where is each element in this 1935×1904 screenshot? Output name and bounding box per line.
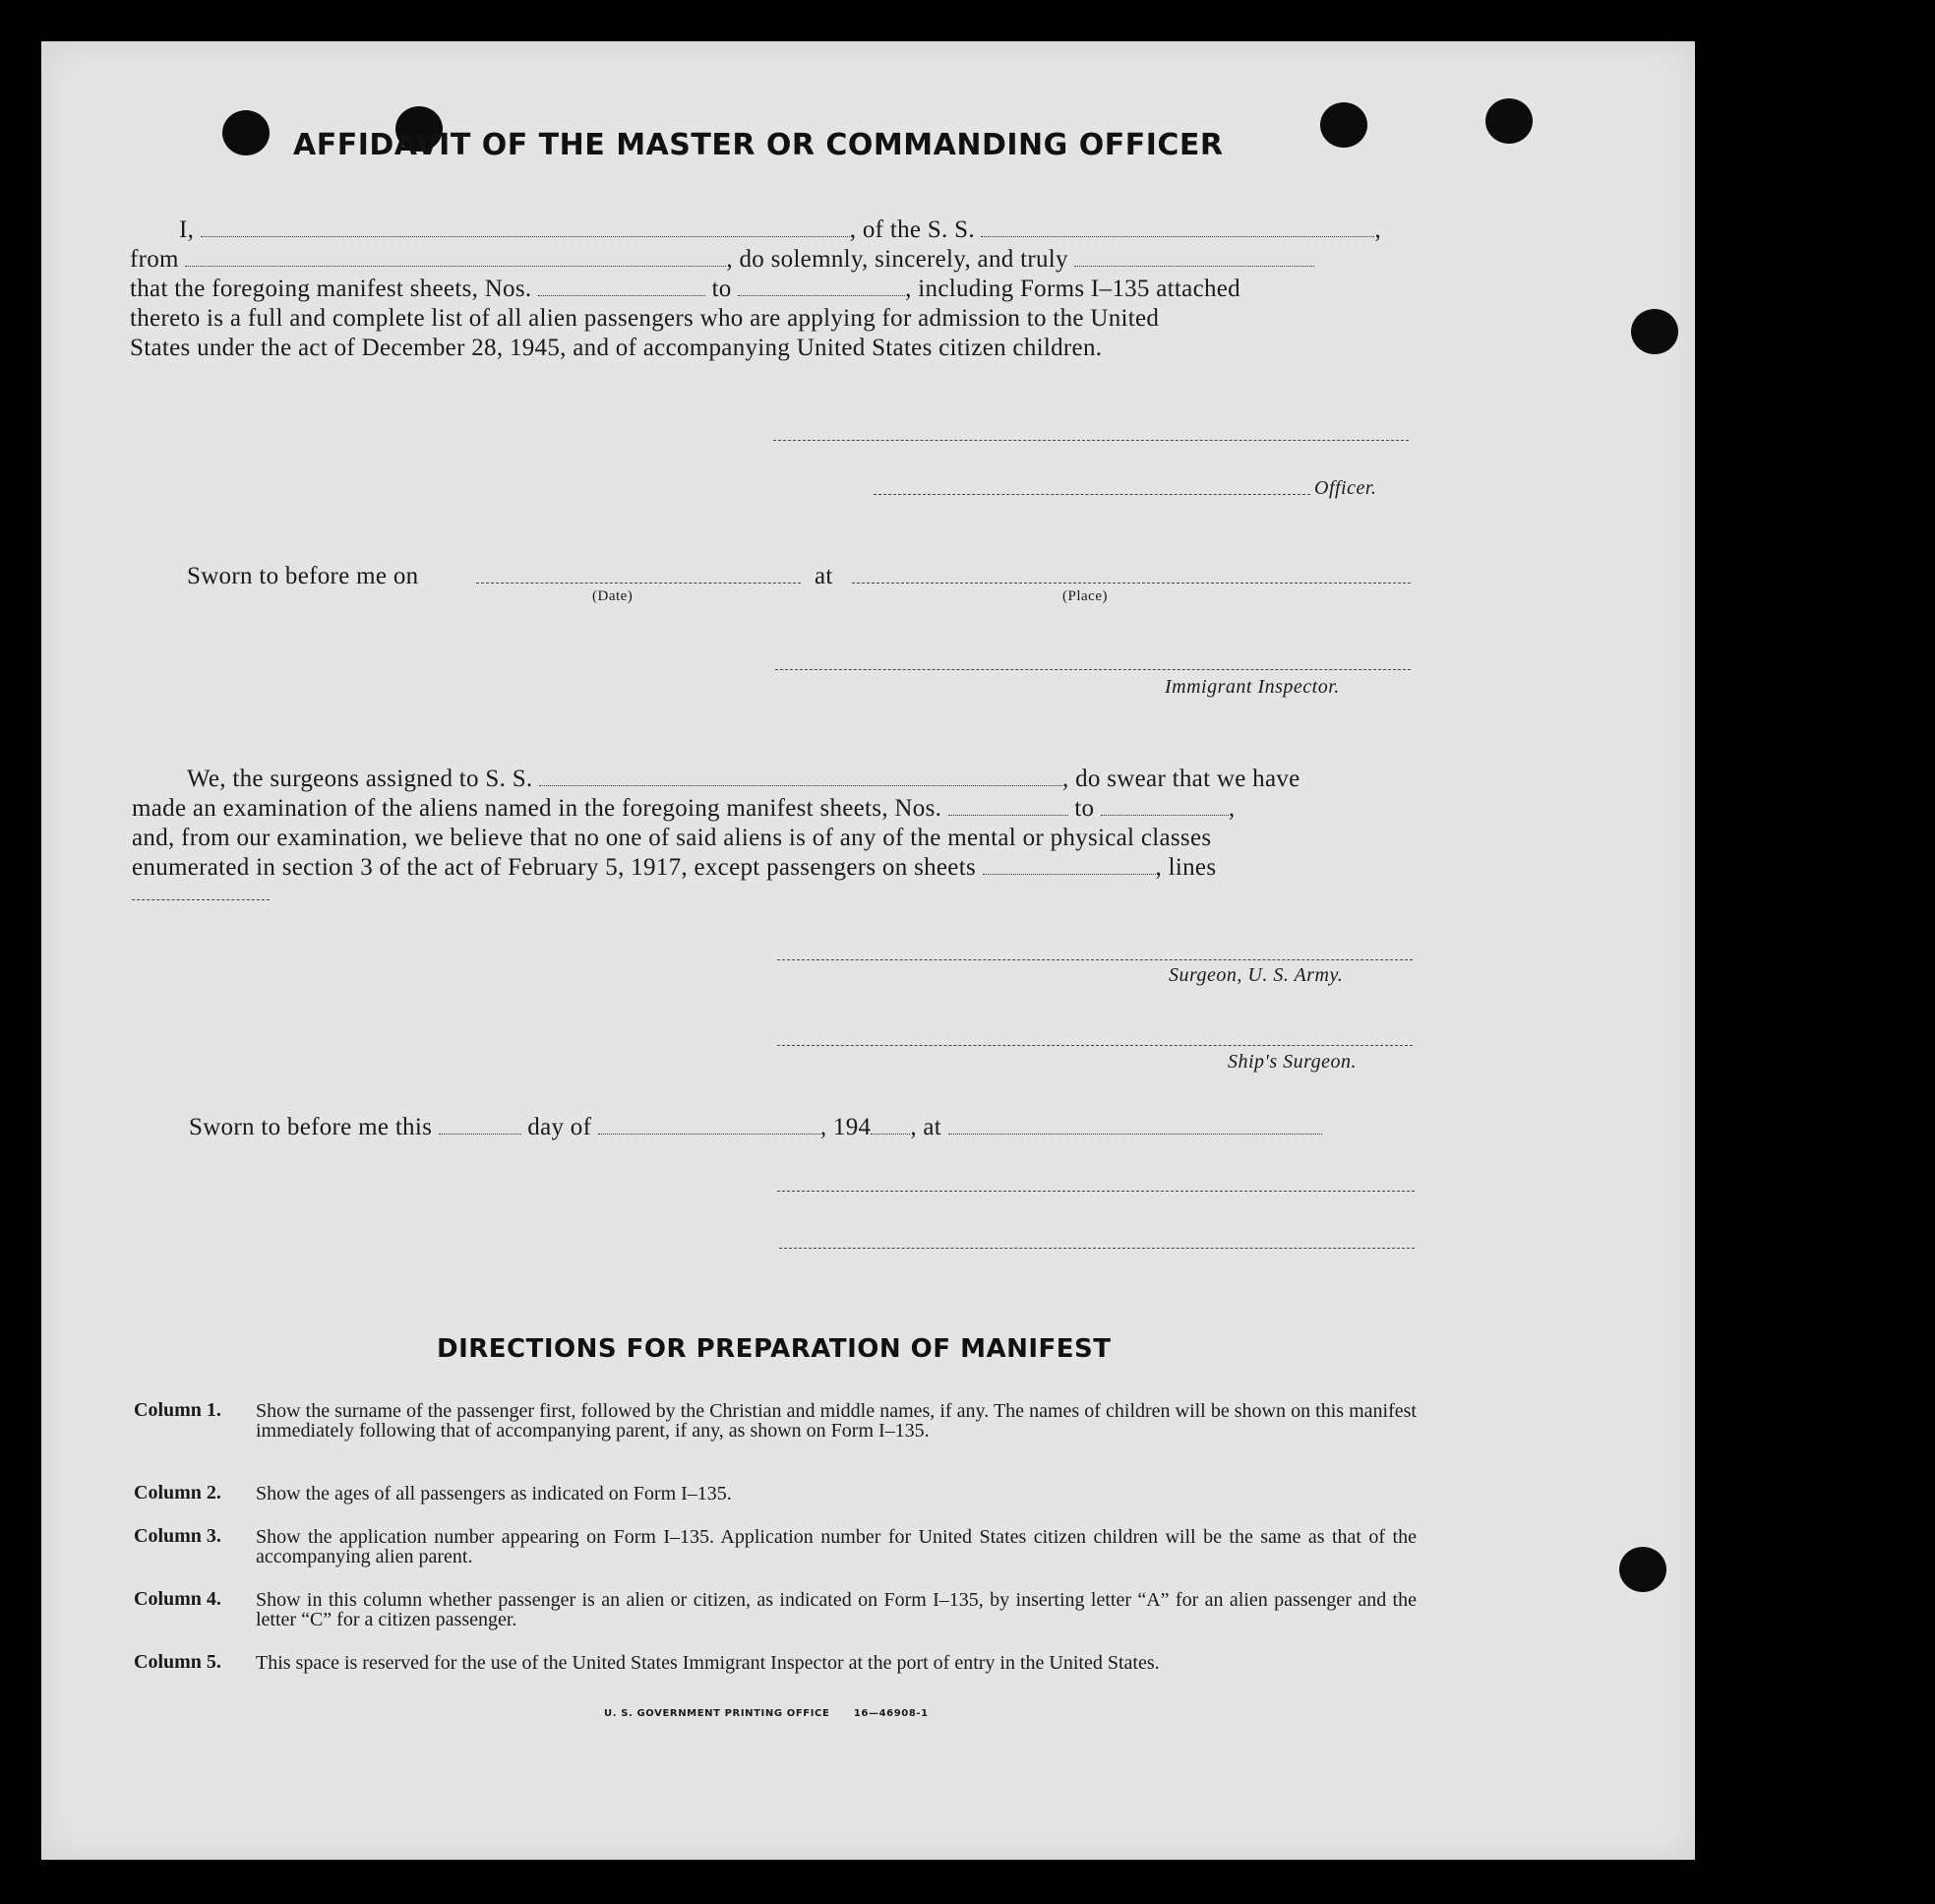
direction-text: Show in this column whether passenger is an alien or citizen, as indicated on Form I–135, by inserting letter “A” for an alien passenger and the letter “C” for a citizen passenger. — [256, 1589, 1417, 1630]
punch-hole — [1631, 309, 1678, 354]
direction-label: Column 5. — [134, 1651, 221, 1673]
army-surgeon-signature-line[interactable] — [777, 959, 1413, 960]
sworn-this-line: Sworn to before me this day of , 194 , at — [189, 1114, 1322, 1141]
surgeons-ship-field[interactable] — [539, 784, 1062, 786]
direction-label: Column 3. — [134, 1525, 221, 1547]
year-field[interactable] — [871, 1133, 910, 1135]
punch-hole — [1485, 98, 1533, 144]
month-field[interactable] — [598, 1133, 820, 1135]
affidavit-line-2: from , do solemnly, sincerely, and truly — [130, 246, 1314, 274]
place-caption: (Place) — [1062, 588, 1108, 604]
form-page — [41, 41, 1695, 1860]
officer-signature-line[interactable] — [773, 440, 1409, 441]
surgeons-line-3: and, from our examination, we believe that no one of said aliens is of any of the mental or physical classes — [132, 825, 1212, 851]
sworn-before-on: Sworn to before me on — [187, 563, 419, 589]
direction-text: Show the surname of the passenger first, followed by the Christian and middle names, if any. The names of children will be shown on this manifest immediately following that of accompanying parent, if any, as shown on Form I–135. — [256, 1400, 1417, 1442]
ship-surgeon-caption: Ship's Surgeon. — [1228, 1051, 1358, 1073]
surgeons-sheet-from-field[interactable] — [948, 814, 1068, 816]
direction-text: Show the ages of all passengers as indicated on Form I–135. — [256, 1483, 732, 1505]
officer-title-line[interactable] — [874, 494, 1310, 495]
lines-field[interactable] — [132, 899, 270, 900]
officer-caption: Officer. — [1314, 477, 1377, 499]
from-field[interactable] — [185, 265, 726, 267]
signature-line-a[interactable] — [777, 1191, 1415, 1192]
punch-hole — [1320, 102, 1367, 148]
direction-label: Column 4. — [134, 1588, 221, 1610]
signature-line-b[interactable] — [779, 1248, 1415, 1249]
ship-surgeon-signature-line[interactable] — [777, 1045, 1413, 1046]
affidavit-line-5: States under the act of December 28, 1945, and of accompanying United States citizen children. — [130, 335, 1103, 361]
except-sheets-field[interactable] — [983, 873, 1156, 875]
affidavit-line-3: that the foregoing manifest sheets, Nos. to , including Forms I–135 attached — [130, 276, 1240, 302]
directions-title: DIRECTIONS FOR PREPARATION OF MANIFEST — [437, 1334, 1112, 1364]
direction-label: Column 2. — [134, 1482, 221, 1504]
sheet-to-field[interactable] — [738, 294, 905, 296]
affidavit-line-1: I, , of the S. S. , — [179, 216, 1381, 243]
day-field[interactable] — [439, 1133, 521, 1135]
punch-hole — [1619, 1547, 1666, 1592]
master-name-field[interactable] — [201, 235, 850, 237]
direction-text: Show the application number appearing on Form I–135. Application number for United States citizen children will be the same as that of the accompanying alien parent. — [256, 1526, 1417, 1567]
inspector-signature-line[interactable] — [775, 669, 1411, 670]
surgeons-sheet-to-field[interactable] — [1101, 814, 1229, 816]
direction-text: This space is reserved for the use of the United States Immigrant Inspector at the port of entry in the United States. — [256, 1652, 1160, 1674]
sworn-at-label: at — [815, 563, 833, 589]
army-surgeon-caption: Surgeon, U. S. Army. — [1169, 964, 1344, 986]
printing-office-footer: U. S. GOVERNMENT PRINTING OFFICE 16—46908-1 — [604, 1708, 929, 1719]
surgeons-line-1: We, the surgeons assigned to S. S. , do swear that we have — [187, 766, 1300, 792]
page-title: AFFIDAVIT OF THE MASTER OR COMMANDING OFFICER — [293, 128, 1224, 162]
declare-field[interactable] — [1074, 265, 1314, 267]
direction-label: Column 1. — [134, 1399, 221, 1421]
inspector-caption: Immigrant Inspector. — [1165, 676, 1340, 698]
date-caption: (Date) — [592, 588, 634, 604]
ship-name-field[interactable] — [981, 235, 1374, 237]
sheet-from-field[interactable] — [538, 294, 705, 296]
sworn2-place-field[interactable] — [948, 1133, 1322, 1135]
punch-hole — [222, 110, 270, 155]
surgeons-line-2: made an examination of the aliens named in the foregoing manifest sheets, Nos. to , — [132, 795, 1236, 822]
affidavit-line-4: thereto is a full and complete list of all alien passengers who are applying for admission to the United — [130, 305, 1160, 332]
surgeons-line-4: enumerated in section 3 of the act of February 5, 1917, except passengers on sheets , lines — [132, 854, 1217, 881]
